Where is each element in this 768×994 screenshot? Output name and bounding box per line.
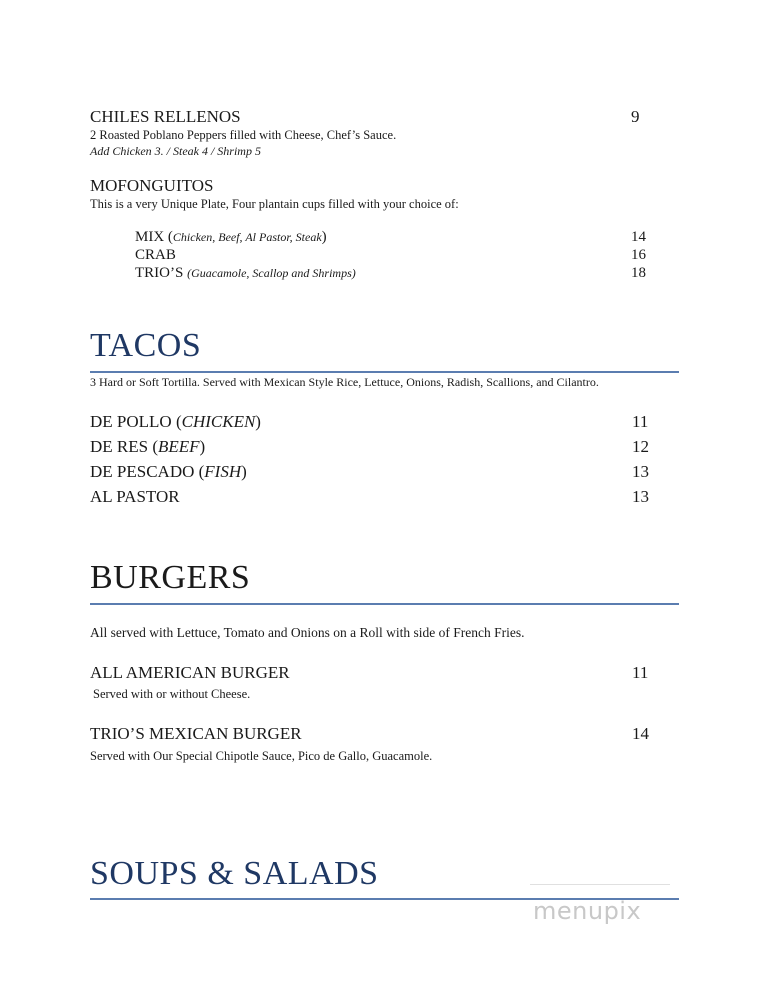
burger-item-price: 11 bbox=[632, 663, 649, 682]
mofonguitos-option bbox=[135, 265, 356, 282]
chiles-rellenos-desc: 2 Roasted Poblano Peppers filled with Cheese, Chef’s Sauce. bbox=[90, 128, 397, 142]
tacos-rule bbox=[90, 371, 679, 373]
burgers-desc: All served with Lettuce, Tomato and Onions on a Roll with side of French Fries. bbox=[90, 625, 525, 640]
taco-item-name: DE PESCADO ( bbox=[90, 462, 205, 481]
option-close: ) bbox=[321, 229, 327, 245]
tacos-desc: 3 Hard or Soft Tortilla. Served with Mexican Style Rice, Lettuce, Onions, Radish, Scallions, and Cilantro. bbox=[90, 375, 599, 389]
mofonguitos-option bbox=[135, 247, 176, 264]
burgers-rule bbox=[90, 603, 679, 605]
mofonguitos-desc: This is a very Unique Plate, Four plantain cups filled with your choice of: bbox=[90, 197, 459, 211]
taco-item-italic: BEEF bbox=[158, 437, 200, 456]
watermark-line bbox=[530, 884, 670, 885]
taco-item-italic: FISH bbox=[204, 462, 242, 481]
option-detail: (Guacamole, Scallop and Shrimps) bbox=[187, 266, 356, 280]
chiles-rellenos-price: 9 bbox=[631, 107, 640, 126]
taco-item-price: 13 bbox=[632, 462, 649, 481]
taco-item bbox=[90, 437, 205, 457]
watermark-text: menupix bbox=[533, 897, 642, 925]
taco-item-name: AL PASTOR bbox=[90, 487, 180, 506]
option-name: TRIO’S bbox=[135, 265, 188, 281]
taco-item bbox=[90, 412, 261, 432]
burger-item-name: ALL AMERICAN BURGER bbox=[90, 663, 290, 682]
mofonguitos-option-price: 16 bbox=[631, 247, 646, 263]
chiles-rellenos-name: CHILES RELLENOS bbox=[90, 107, 241, 126]
taco-item-price: 13 bbox=[632, 487, 649, 506]
tacos-heading: TACOS bbox=[90, 327, 202, 364]
burger-item-price: 14 bbox=[632, 724, 649, 743]
burger-item-desc: Served with or without Cheese. bbox=[93, 687, 251, 701]
mofonguitos-option-price: 14 bbox=[631, 229, 646, 245]
soups-salads-heading: SOUPS & SALADS bbox=[90, 855, 379, 892]
taco-item-italic: CHICKEN bbox=[181, 412, 256, 431]
burger-item-name: TRIO’S MEXICAN BURGER bbox=[90, 724, 302, 743]
taco-item-close: ) bbox=[241, 462, 247, 481]
mofonguitos-option bbox=[135, 229, 327, 246]
mofonguitos-name: MOFONGUITOS bbox=[90, 176, 214, 195]
taco-item bbox=[90, 462, 247, 482]
taco-item-name: DE RES ( bbox=[90, 437, 158, 456]
option-name: CRAB bbox=[135, 247, 176, 263]
taco-item-name: DE POLLO ( bbox=[90, 412, 182, 431]
option-name: MIX ( bbox=[135, 229, 173, 245]
taco-item-close: ) bbox=[199, 437, 206, 456]
taco-item-close: ) bbox=[255, 412, 261, 431]
burgers-heading: BURGERS bbox=[90, 559, 251, 596]
taco-item-price: 11 bbox=[632, 412, 649, 431]
chiles-rellenos-addons: Add Chicken 3. / Steak 4 / Shrimp 5 bbox=[90, 144, 261, 158]
mofonguitos-option-price: 18 bbox=[631, 265, 646, 281]
taco-item bbox=[90, 487, 180, 507]
burger-item-desc: Served with Our Special Chipotle Sauce, Pico de Gallo, Guacamole. bbox=[90, 749, 433, 763]
option-detail: Chicken, Beef, Al Pastor, Steak bbox=[172, 230, 322, 244]
taco-item-price: 12 bbox=[632, 437, 649, 456]
